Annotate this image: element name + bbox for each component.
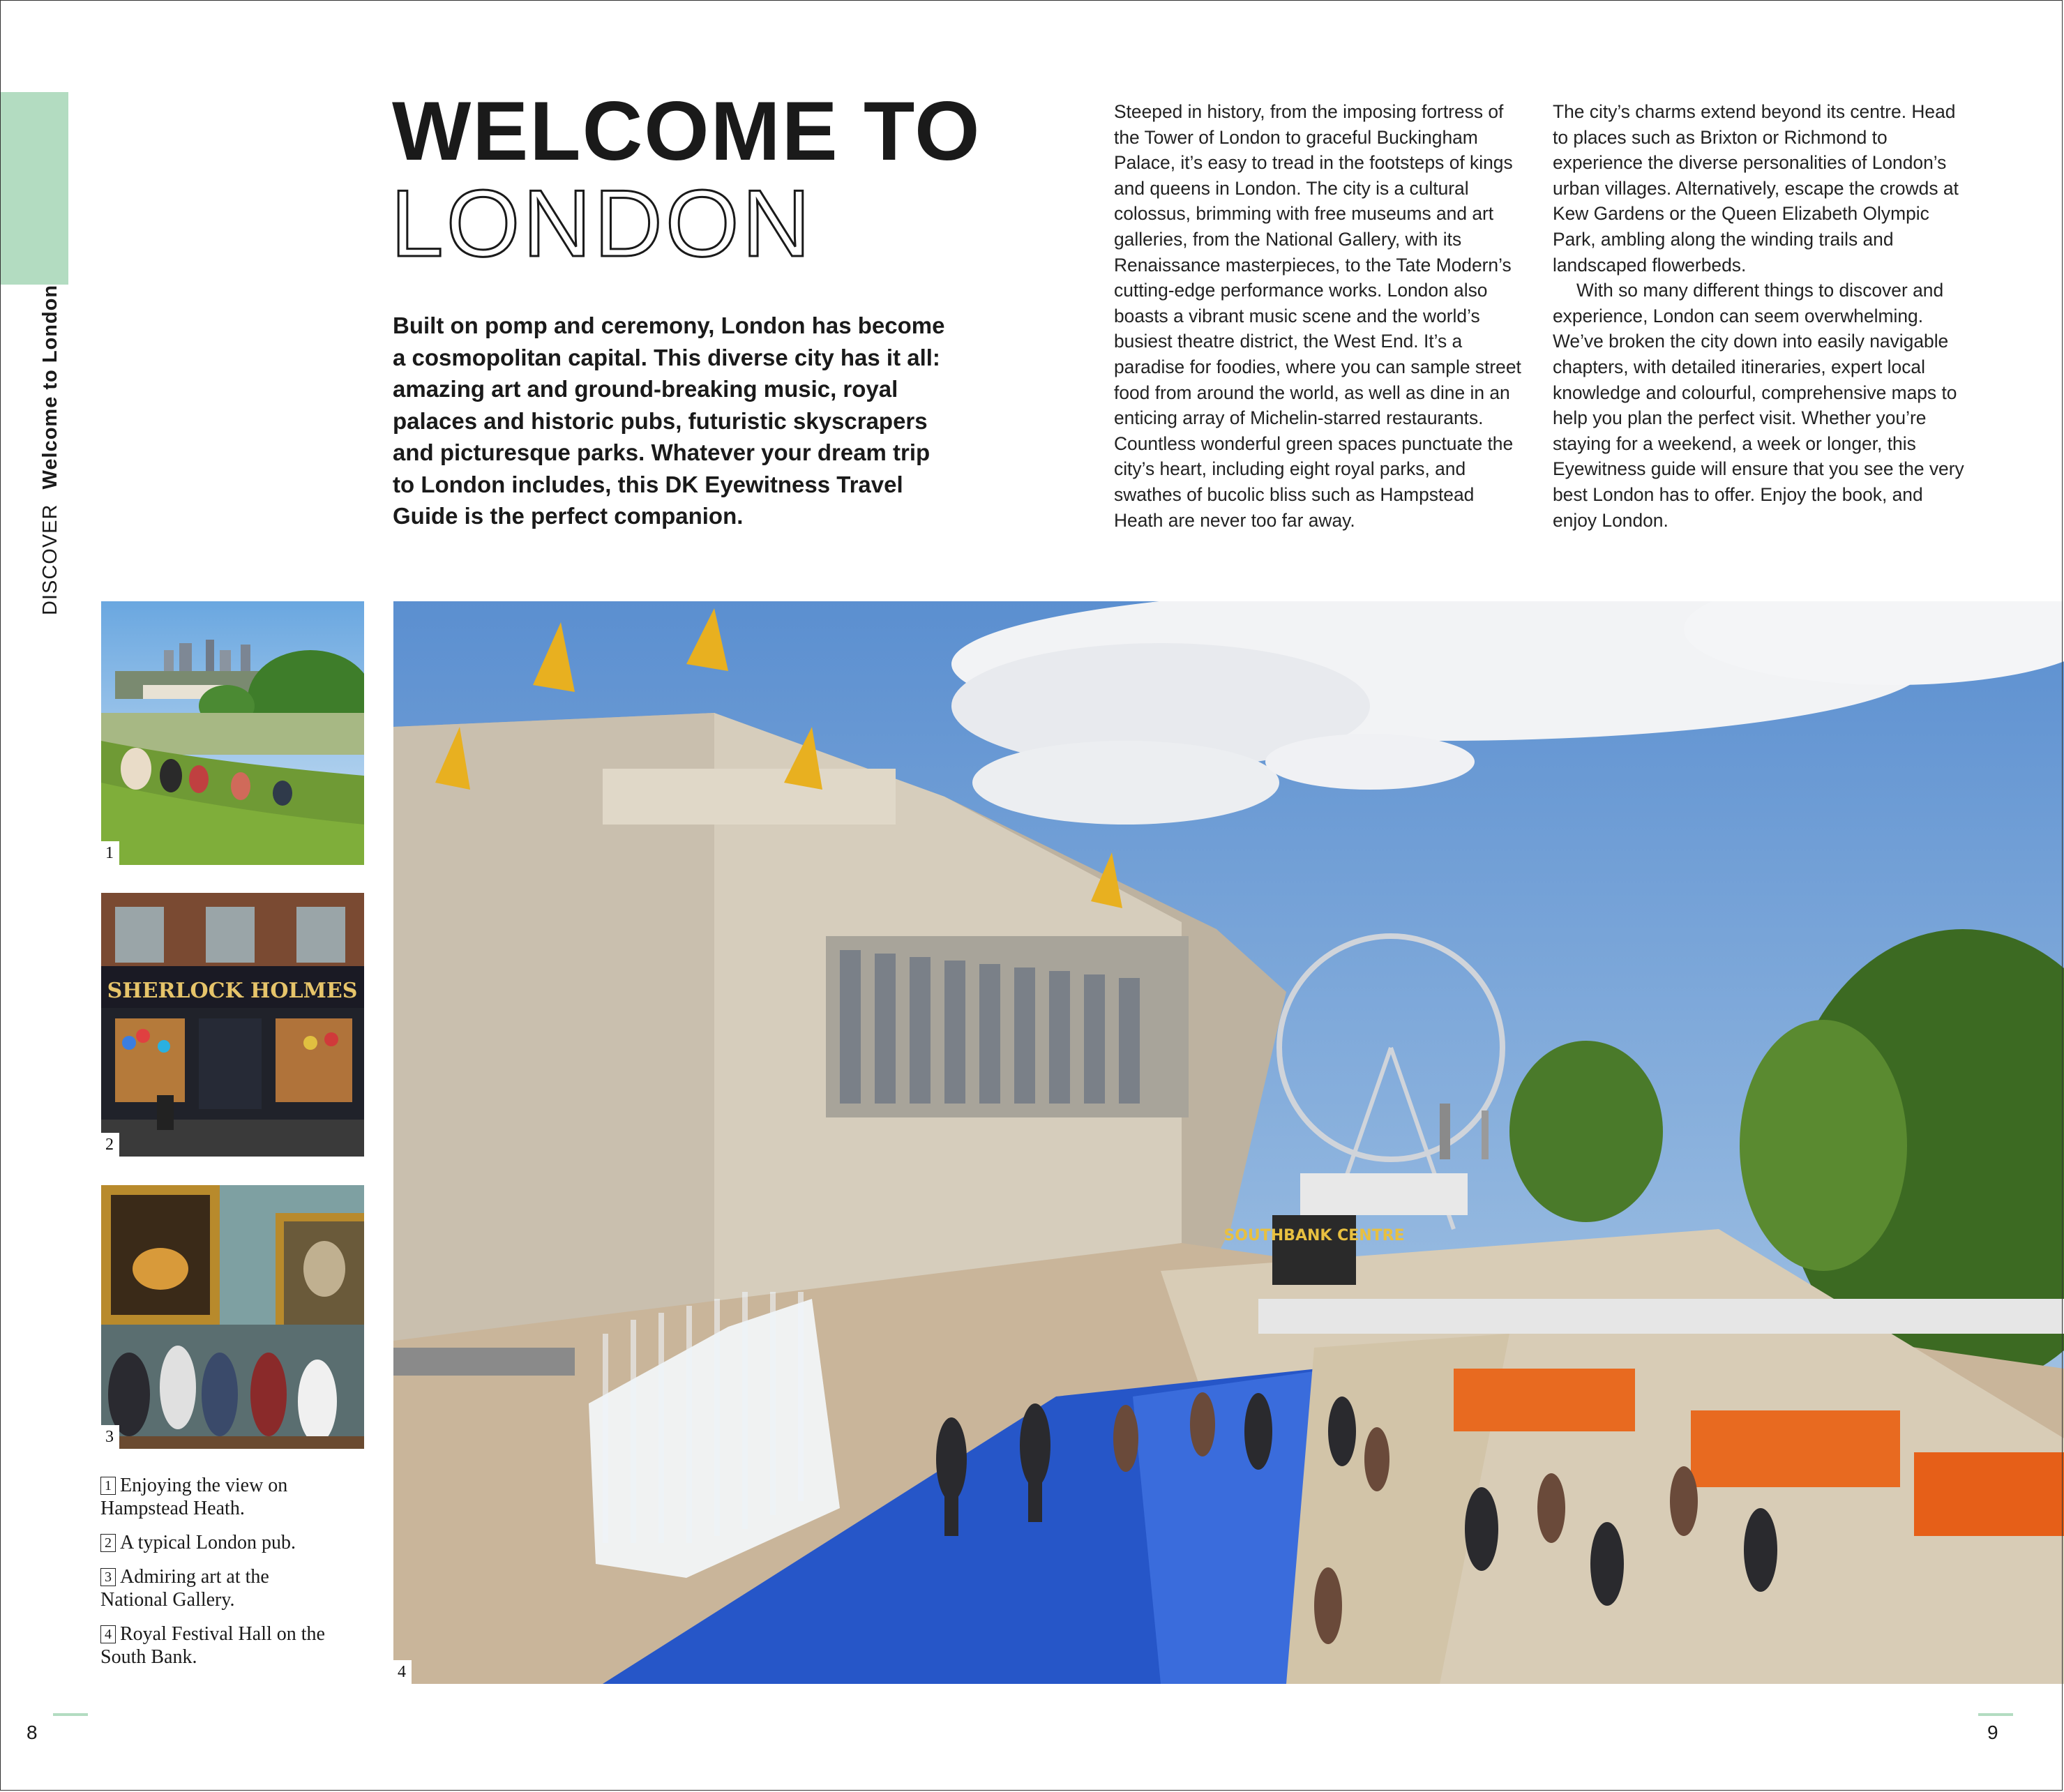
- body-paragraph: Steeped in history, from the imposing fortress of the Tower of London to graceful Buckingham Palace, it’s easy to tread in the footsteps of kings and queens in London. The city is a cultural colossus, brimming with free museums and art galleries, from the National Gallery, with its Renaissance masterpieces, to the Tate Modern’s cutting-edge performance works. London also boasts a vibrant music scene and the world’s busiest theatre district, the West End. It’s a paradise for foodies, where you can sample street food from around the world, as well as dine in an enticing array of Michelin-starred restaurants. Countless wonderful green spaces punctuate the city’s heart, including eight royal parks, and swathes of bucolic bliss such as Hampstead Heath are never too far away.: [1114, 101, 1521, 531]
- page-number-rule: [1978, 1713, 2013, 1716]
- caption-item: [100, 1474, 338, 1520]
- section-label: DISCOVER: [39, 504, 61, 615]
- intro-paragraph: Built on pomp and ceremony, London has become a cosmopolitan capital. This diverse city has it all: amazing art and ground-breaking music, royal palaces and historic pubs, futuristic skyscrapers and picturesque parks. Whatever your dream trip to London includes, this DK Eyewitness Travel Guide is the perfect companion.: [393, 313, 945, 529]
- photo-number: 2: [101, 1133, 119, 1157]
- caption-number: 4: [100, 1625, 116, 1643]
- caption-text: Enjoying the view on Hampstead Heath.: [100, 1475, 288, 1519]
- caption-item: [100, 1622, 338, 1669]
- photo-hampstead-heath: [101, 601, 364, 865]
- caption-text: A typical London pub.: [120, 1532, 296, 1553]
- body-paragraph: The city’s charms extend beyond its centre. Head to places such as Brixton or Richmond to experience the diverse personalities of London’s urban villages. Alternatively, escape the crowds at Kew Gardens or the Queen Elizabeth Olympic Park, ambling along the winding trails and landscaped flowerbeds.: [1553, 101, 1959, 276]
- photo-number: 4: [393, 1660, 412, 1684]
- caption-number: 1: [100, 1477, 116, 1495]
- body-column-2: [1553, 99, 1964, 533]
- gallery-image: [101, 1185, 364, 1449]
- running-head: [39, 285, 62, 615]
- page-number-left: 8: [27, 1722, 38, 1743]
- venue-sign-text: SOUTHBANK CENTRE: [1223, 1227, 1405, 1244]
- page-number-rule: [53, 1713, 88, 1716]
- pub-sign-text: SHERLOCK HOLMES: [107, 979, 358, 1003]
- photo-london-pub: [101, 893, 364, 1157]
- caption-list: [100, 1474, 338, 1680]
- festival-hall-image: [393, 601, 2064, 1684]
- page-number-right: 9: [1987, 1722, 1998, 1743]
- photo-number: 1: [101, 841, 119, 865]
- caption-text: Royal Festival Hall on the South Bank.: [100, 1623, 325, 1668]
- photo-national-gallery: [101, 1185, 364, 1449]
- pub-image: [101, 893, 364, 1157]
- chapter-label: Welcome to London: [39, 284, 61, 490]
- page-title-line2: LONDON: [391, 170, 813, 276]
- body-column-1: [1114, 99, 1526, 533]
- photo-number: 3: [101, 1425, 119, 1449]
- hampstead-heath-image: [101, 601, 364, 865]
- caption-number: 2: [100, 1534, 116, 1552]
- chapter-tab: [0, 92, 68, 285]
- caption-item: [100, 1565, 338, 1611]
- page-title-line1: WELCOME TO: [392, 84, 981, 178]
- caption-item: [100, 1531, 338, 1554]
- caption-text: Admiring art at the National Gallery.: [100, 1566, 269, 1611]
- photo-royal-festival-hall: [393, 601, 2064, 1684]
- body-paragraph: With so many different things to discover and experience, London can seem overwhelming. We’ve broken the city down into easily navigable chapters, with detailed itineraries, expert local knowledge and colourful, comprehensive maps to help you plan the perfect visit. Whether you’re staying for a weekend, a week or longer, this Eyewitness guide will ensure that you see the very best London has to offer. Enjoy the book, and enjoy London.: [1553, 280, 1964, 531]
- caption-number: 3: [100, 1568, 116, 1586]
